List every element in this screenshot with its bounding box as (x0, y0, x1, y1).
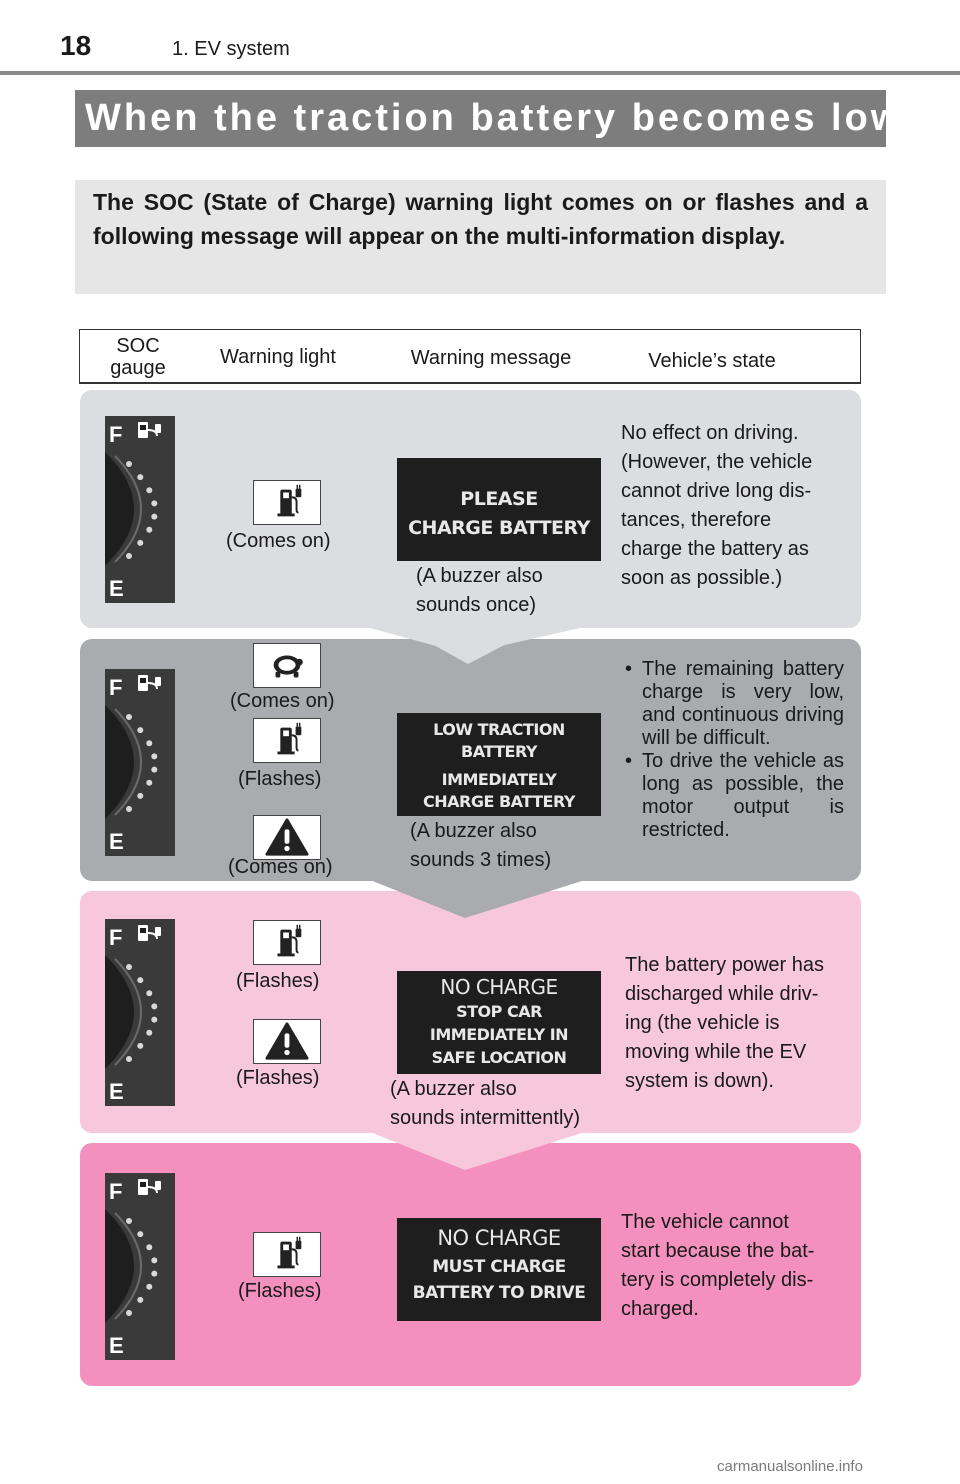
light-status-label: (Flashes) (236, 970, 320, 992)
soc-warning-light-icon (253, 480, 321, 525)
buzzer-line: sounds intermittently) (390, 1107, 581, 1129)
soc-warning-light-icon (253, 1232, 321, 1277)
svg-text:E: E (109, 1333, 124, 1358)
message-line: BATTERY (461, 742, 537, 761)
vehicle-state (621, 419, 812, 593)
light-status-label: (Flashes) (238, 768, 322, 790)
fuel-pump-plug-icon (254, 719, 320, 762)
soc-gauge (105, 416, 175, 603)
warning-message-display (397, 713, 601, 816)
state-line: tery is completely dis- (621, 1269, 814, 1291)
svg-text:F: F (109, 925, 123, 950)
message-line: MUST CHARGE (432, 1257, 566, 1277)
message-line: SAFE LOCATION (431, 1048, 567, 1067)
state-line: soon as possible.) (621, 567, 783, 589)
page-number: 18 (60, 30, 92, 61)
buzzer-note (416, 562, 543, 620)
state-line: No effect on driving. (621, 422, 799, 444)
state-line: start because the bat- (621, 1240, 815, 1262)
svg-text:F: F (109, 675, 123, 700)
turtle-status-label: (Comes on) (230, 690, 335, 712)
message-line: NO CHARGE (440, 975, 558, 999)
buzzer-line: (A buzzer also (410, 820, 537, 842)
message-line: IMMEDIATELY IN (429, 1025, 569, 1044)
message-line: CHARGE BATTERY (423, 792, 575, 811)
watermark: carmanualsonline.info (717, 1458, 863, 1475)
message-line: IMMEDIATELY (441, 770, 557, 789)
down-arrow-2 (80, 880, 861, 920)
message-line: CHARGE BATTERY (408, 517, 590, 539)
svg-text:F: F (109, 1179, 123, 1204)
message-line: BATTERY TO DRIVE (412, 1283, 586, 1303)
light-status-label: (Comes on) (226, 530, 331, 552)
state-line: discharged while driv- (625, 983, 819, 1005)
master-warning-icon (253, 815, 321, 860)
intro-text: The SOC (State of Charge) warning light comes on or flashes and a following message will appear on the multi-information display. (75, 180, 886, 294)
svg-text:E: E (109, 1079, 124, 1104)
buzzer-note (410, 817, 551, 875)
fuel-pump-plug-icon (254, 1233, 320, 1276)
state-line: charge the battery as (621, 538, 809, 560)
warning-message-display (397, 458, 601, 561)
master-status-label: (Comes on) (228, 856, 333, 878)
soc-warning-light-icon (253, 920, 321, 965)
soc-gauge (105, 919, 175, 1106)
state-bullet: • To drive the vehicle as long as possible, the motor output is restricted. (620, 750, 844, 842)
col-soc-line1: SOC (116, 335, 160, 357)
master-status-label: (Flashes) (236, 1067, 320, 1089)
exclamation-triangle-icon (254, 816, 320, 859)
turtle-indicator-icon (253, 643, 321, 688)
page-title: When the traction battery becomes low (75, 90, 886, 147)
state-line: moving while the EV (625, 1041, 807, 1063)
svg-text:E: E (109, 829, 124, 854)
state-line: The vehicle cannot (621, 1211, 789, 1233)
soc-gauge (105, 669, 175, 856)
state-line: charged. (621, 1298, 699, 1320)
message-line: NO CHARGE (437, 1226, 561, 1250)
header-rule (0, 71, 960, 75)
exclamation-triangle-icon (254, 1020, 320, 1063)
col-soc-line2: gauge (110, 357, 166, 379)
svg-text:E: E (109, 576, 124, 601)
fuel-pump-plug-icon (254, 921, 320, 964)
master-warning-icon (253, 1019, 321, 1064)
message-line: LOW TRACTION (433, 720, 565, 739)
warning-message-display (397, 971, 601, 1074)
col-vehicle-state: Vehicle’s state (648, 350, 776, 372)
warning-message-display (397, 1218, 601, 1321)
col-warning-message: Warning message (410, 347, 572, 369)
buzzer-note (390, 1075, 580, 1133)
soc-gauge (105, 1173, 175, 1360)
message-line: PLEASE (460, 488, 538, 510)
buzzer-line: sounds 3 times) (410, 849, 552, 871)
state-line: ing (the vehicle is (625, 1012, 780, 1034)
state-line: The battery power has (625, 954, 824, 976)
state-line: (However, the vehicle (621, 451, 813, 473)
col-warning-light: Warning light (220, 346, 336, 368)
light-status-label: (Flashes) (238, 1280, 322, 1302)
vehicle-state-list (620, 658, 844, 842)
section-name: 1. EV system (172, 38, 290, 60)
buzzer-line: (A buzzer also (390, 1078, 517, 1100)
state-line: tances, therefore (621, 509, 772, 531)
state-bullet: • The remaining battery charge is very low, and continuous driving will be difficult. (620, 658, 844, 750)
table-header (79, 329, 861, 384)
down-arrow-3 (80, 1132, 861, 1172)
buzzer-line: sounds once) (416, 594, 537, 616)
message-line: STOP CAR (456, 1002, 542, 1021)
state-line: cannot drive long dis- (621, 480, 812, 502)
vehicle-state (625, 951, 824, 1096)
fuel-pump-plug-icon (254, 481, 320, 524)
buzzer-line: (A buzzer also (416, 565, 543, 587)
vehicle-state (621, 1208, 814, 1324)
svg-text:F: F (109, 422, 123, 447)
state-line: system is down). (625, 1070, 774, 1092)
col-soc-gauge (102, 335, 174, 379)
soc-warning-light-icon (253, 718, 321, 763)
